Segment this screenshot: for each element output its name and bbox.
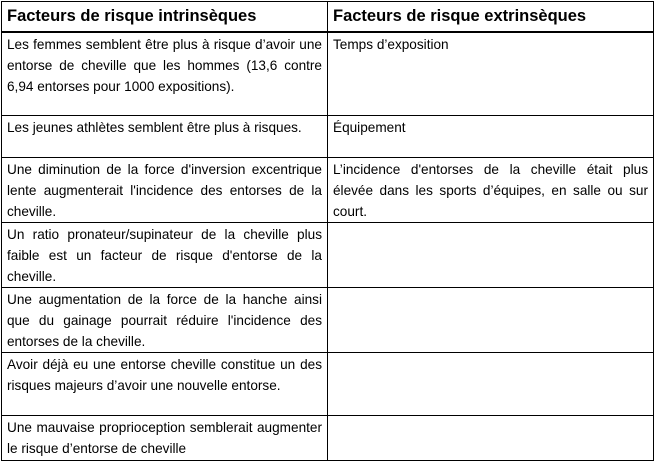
intrinsic-cell: Un ratio pronateur/supinateur de la cheville plus faible est un facteur de risque d'entorse de la cheville. (2, 223, 328, 288)
intrinsic-cell: Une augmentation de la force de la hanche ainsi que du gainage pourrait réduire l'incidence des entorses de la cheville. (2, 288, 328, 353)
intrinsic-cell: Une mauvaise proprioception semblerait augmenter le risque d’entorse de cheville (2, 416, 328, 461)
table-row (2, 116, 654, 158)
extrinsic-cell: Temps d’exposition (328, 32, 654, 116)
table-header-row (2, 2, 654, 32)
extrinsic-cell (328, 416, 654, 461)
table-row (2, 353, 654, 416)
intrinsic-cell: Les femmes semblent être plus à risque d’avoir une entorse de cheville que les hommes (13,6 contre 6,94 entorses pour 1000 expositions). (2, 32, 328, 116)
extrinsic-cell (328, 353, 654, 416)
extrinsic-header: Facteurs de risque extrinsèques (328, 2, 654, 32)
table-row (2, 416, 654, 461)
intrinsic-cell: Les jeunes athlètes semblent être plus à risques. (2, 116, 328, 158)
table-row (2, 223, 654, 288)
intrinsic-cell: Avoir déjà eu une entorse cheville constitue un des risques majeurs d’avoir une nouvelle entorse. (2, 353, 328, 416)
intrinsic-header: Facteurs de risque intrinsèques (2, 2, 328, 32)
extrinsic-cell: L’incidence d'entorses de la cheville était plus élevée dans les sports d’équipes, en salle ou sur court. (328, 158, 654, 223)
table-row (2, 32, 654, 116)
risk-factors-table (1, 1, 654, 461)
intrinsic-cell: Une diminution de la force d'inversion excentrique lente augmenterait l'incidence des entorses de la cheville. (2, 158, 328, 223)
extrinsic-cell (328, 288, 654, 353)
table-row (2, 288, 654, 353)
extrinsic-cell: Équipement (328, 116, 654, 158)
table-row (2, 158, 654, 223)
extrinsic-cell (328, 223, 654, 288)
